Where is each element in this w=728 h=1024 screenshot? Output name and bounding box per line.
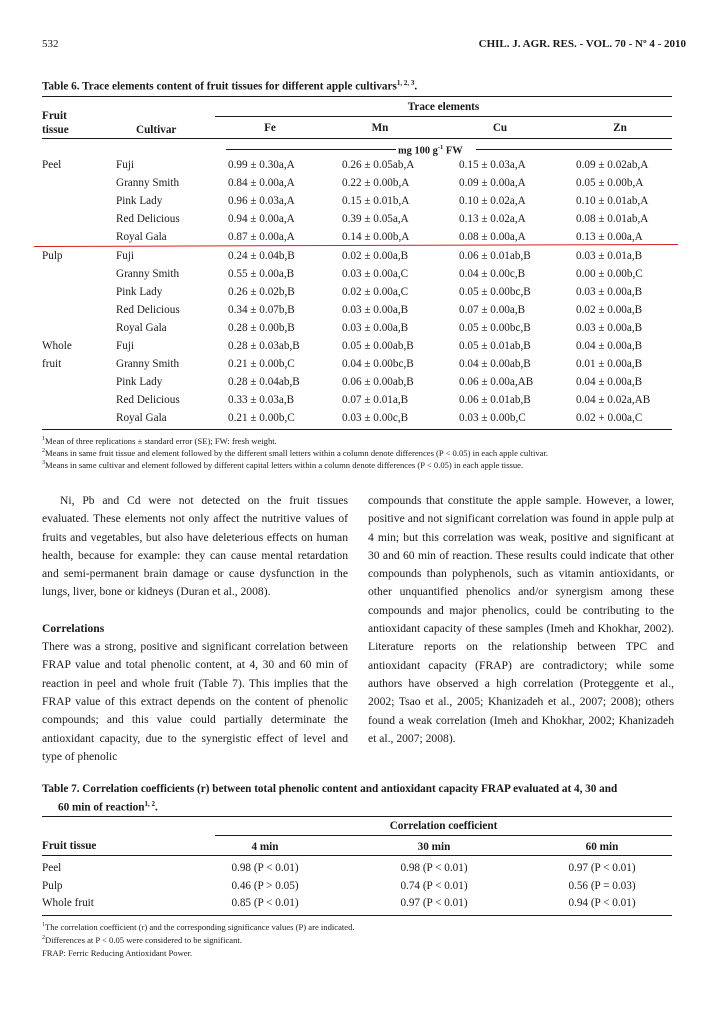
table6-header-mn: Mn	[371, 122, 389, 134]
table6-row-5-cu-cell: 0.08 ± 0.00a,A	[459, 231, 526, 244]
table7-header-fruit-tissue: Fruit tissue	[42, 840, 97, 852]
table6-group-rule	[215, 116, 672, 117]
body-right-column	[368, 492, 674, 748]
table6-row-9-cultivar-cell: Red Delicious	[116, 303, 180, 316]
table6-footnote-3: $^3$Means in same cultivar and element followed by different capital letters within a column denote differences (P < 0.05) in each apple tissue.	[42, 459, 524, 470]
table6-row-3-mn-cell: 0.15 ± 0.01b,A	[342, 195, 410, 208]
table6-row-15-cu-cell: 0.03 ± 0.00b,C	[459, 412, 526, 425]
table7-bottom-rule	[42, 915, 672, 916]
table6-row-8-mn-cell: 0.02 ± 0.00a,C	[342, 285, 409, 298]
table6-row-1-cultivar-cell: Fuji	[116, 159, 135, 171]
table6-caption: Table 6. Trace elements content of fruit tissues for different apple cultivars$^{1, 2, 3}$.	[42, 79, 418, 93]
table6-row-8-fe-cell: 0.26 ± 0.02b,B	[228, 285, 295, 298]
table6-unit-dash-right	[476, 149, 672, 150]
table7-row-1-4min-cell: 0.98 (P < 0.01)	[231, 862, 299, 874]
table6-row-7-fe-cell: 0.55 ± 0.00a,B	[228, 267, 295, 280]
table7-row-1-tissue-cell: Peel	[42, 862, 62, 874]
right-paragraph: compounds that constitute the apple sample. However, a lower, positive and not significant correlation was found in apple pulp at 4 min; but this correlation was weak, positive and significant at 30 and 60 min of reaction. These results could indicate that other compounds than polyphenols, such as vitamin antioxidants, or other unquantified phenolics and/or synergism among these compounds and major phenolics, could be contributing to the antioxidant capacity of these samples (Imeh and Khokhar, 2002). Literature reports on the relationship between TPC and antioxidant capacity (FRAP) are contradictory; while some authors have observed a high correlation (Proteggente et al., 2002; Tsao et al., 2005; Khanizadeh et al., 2007; 2008); others found a weak correlation (Imeh and Khokhar, 2002; Khanizadeh et al., 2007; 2008).	[368, 494, 674, 745]
table6-row-11-cu-cell: 0.05 ± 0.01ab,B	[459, 340, 531, 352]
table6-row-4-zn-cell: 0.08 ± 0.01ab,A	[576, 213, 649, 226]
table7-caption-line2: 60 min of reaction$^{1, 2}$.	[58, 800, 158, 814]
table7-row-3-30min-cell: 0.97 (P < 0.01)	[400, 897, 468, 909]
table6-header-fruit: Fruit	[42, 110, 67, 122]
table6-row-9-cu-cell: 0.07 ± 0.00a,B	[459, 303, 526, 316]
table6-row-11-fe-cell: 0.28 ± 0.03ab,B	[228, 340, 300, 352]
table6-header-zn: Zn	[613, 122, 627, 134]
table6-row-7-cultivar-cell: Granny Smith	[116, 267, 180, 280]
table6-row-2-fe-cell: 0.84 ± 0.00a,A	[228, 177, 295, 190]
table6-row-6-cu-cell: 0.06 ± 0.01ab,B	[459, 249, 531, 262]
table7-footnote-2: $^2$Differences at P < 0.05 were considered to be significant.	[42, 934, 242, 945]
table6-row-5-cultivar-cell: Royal Gala	[116, 231, 167, 244]
table6-row-3-cu-cell: 0.10 ± 0.02a,A	[459, 195, 526, 208]
table6-header-rule	[42, 138, 672, 139]
table6-row-8-cultivar-cell: Pink Lady	[116, 285, 163, 298]
table6-row-8-zn-cell: 0.03 ± 0.00a,B	[576, 285, 643, 298]
table7-row-2-tissue-cell: Pulp	[42, 879, 63, 892]
left-paragraph-2: There was a strong, positive and significant correlation between FRAP value and total phenolic content, at 4, 30 and 60 min of reaction in peel and whole fruit (Table 7). This implies that the FRAP value of this extract depends on the content of phenolic compounds; and this value could partially determinate the antioxidant capacity, due to the synergistic effect of level and type of phenolic	[42, 640, 348, 763]
table6-footnote-2: $^2$Means in same fruit tissue and element followed by the different small letters within a column denote differences (P < 0.05) in each apple cultivar.	[42, 447, 548, 458]
table6-row-11-zn-cell: 0.04 ± 0.00a,B	[576, 340, 643, 352]
table6-row-6-zn-cell: 0.03 ± 0.01a,B	[576, 249, 643, 262]
table6-row-12-mn-cell: 0.04 ± 0.00bc,B	[342, 358, 414, 371]
table7-group-rule	[215, 835, 672, 836]
table7-row-1-30min-cell: 0.98 (P < 0.01)	[400, 862, 468, 874]
table6-row-15-mn-cell: 0.03 ± 0.00c,B	[342, 412, 409, 425]
table6-row-9-zn-cell: 0.02 ± 0.00a,B	[576, 303, 643, 316]
table6-row-13-fe-cell: 0.28 ± 0.04ab,B	[228, 376, 300, 389]
table6-row-14-zn-cell: 0.04 ± 0.02a,AB	[576, 394, 651, 407]
table6-row-6-fe-cell: 0.24 ± 0.04b,B	[228, 249, 295, 262]
table6-row-5-zn-cell: 0.13 ± 0.00a,A	[576, 231, 643, 244]
table6-row-6-cultivar-cell: Fuji	[116, 249, 135, 262]
table6-bottom-rule	[42, 429, 672, 430]
table6-header-cultivar: Cultivar	[136, 124, 177, 136]
page-number: 532	[42, 38, 59, 50]
table6-row-1-cu-cell: 0.15 ± 0.03a,A	[459, 159, 526, 171]
table6-row-9-fe-cell: 0.34 ± 0.07b,B	[228, 303, 295, 316]
table6-row-1-zn-cell: 0.09 ± 0.02ab,A	[576, 159, 649, 171]
table6-row-13-cultivar-cell: Pink Lady	[116, 376, 163, 389]
table7-row-3-60min-cell: 0.94 (P < 0.01)	[568, 897, 636, 909]
table6-row-3-zn-cell: 0.10 ± 0.01ab,A	[576, 195, 649, 208]
table6-top-rule	[42, 96, 672, 97]
table6-row-5-fe-cell: 0.87 ± 0.00a,A	[228, 231, 295, 244]
table6-row-10-zn-cell: 0.03 ± 0.00a,B	[576, 321, 643, 334]
table7-header-rule	[42, 855, 672, 856]
table7-top-rule	[42, 816, 672, 817]
table6-header-cu: Cu	[492, 122, 508, 134]
table7-header-30min: 30 min	[417, 841, 451, 853]
table6-row-14-fe-cell: 0.33 ± 0.03a,B	[228, 394, 295, 407]
table6-row-1-tissue-cell: Peel	[42, 159, 62, 171]
table6-row-9-mn-cell: 0.03 ± 0.00a,B	[342, 303, 409, 316]
table6-row-1-fe-cell: 0.99 ± 0.30a,A	[228, 159, 295, 171]
table6-row-2-cultivar-cell: Granny Smith	[116, 177, 180, 190]
table6-row-2-cu-cell: 0.09 ± 0.00a,A	[459, 177, 526, 190]
table7-row-3-4min-cell: 0.85 (P < 0.01)	[231, 897, 299, 909]
table6-unit: mg 100 $g^{-1}$ FW	[398, 144, 463, 157]
table6-row-12-zn-cell: 0.01 ± 0.00a,B	[576, 358, 643, 371]
table6-row-6-mn-cell: 0.02 ± 0.00a,B	[342, 249, 409, 262]
table6-row-10-mn-cell: 0.03 ± 0.00a,B	[342, 321, 409, 334]
table7-row-3-tissue-cell: Whole fruit	[42, 897, 94, 909]
table7-footnote-3: FRAP: Ferric Reducing Antioxidant Power.	[42, 947, 193, 958]
table6-row-14-cultivar-cell: Red Delicious	[116, 394, 180, 407]
table6-row-4-cu-cell: 0.13 ± 0.02a,A	[459, 213, 526, 226]
table6-row-14-mn-cell: 0.07 ± 0.01a,B	[342, 394, 409, 407]
table6-row-10-cu-cell: 0.05 ± 0.00bc,B	[459, 321, 531, 334]
body-left-column	[42, 492, 348, 766]
left-paragraph-1: Ni, Pb and Cd were not detected on the fruit tissues evaluated. These elements not only affect the nutritive values of fruits and vegetables, but also have deleterious effects on human health, because for example: they can cause mental retardation and semi-permanent brain damage or cause dysfunction in the lungs, liver, bone or kidneys (Duran et al., 2008).	[42, 494, 348, 599]
table6-row-10-cultivar-cell: Royal Gala	[116, 321, 167, 334]
table6-row-1-mn-cell: 0.26 ± 0.05ab,A	[342, 159, 415, 171]
table6-row-4-fe-cell: 0.94 ± 0.00a,A	[228, 213, 295, 226]
table6-row-11-cultivar-cell: Fuji	[116, 340, 135, 352]
table7-header-4min: 4 min	[251, 841, 279, 853]
table6-row-11-mn-cell: 0.05 ± 0.00ab,B	[342, 340, 414, 352]
table6-row-6-tissue-cell: Pulp	[42, 249, 63, 262]
table6-row-12-fe-cell: 0.21 ± 0.00b,C	[228, 358, 295, 371]
table6-row-13-zn-cell: 0.04 ± 0.00a,B	[576, 376, 643, 389]
table6-header-trace-elements: Trace elements	[407, 101, 480, 113]
table6-row-12-cultivar-cell: Granny Smith	[116, 358, 180, 371]
table6-row-14-cu-cell: 0.06 ± 0.01ab,B	[459, 394, 531, 407]
table7-header-group: Correlation coefficient	[389, 820, 498, 832]
table6-row-5-mn-cell: 0.14 ± 0.00b,A	[342, 231, 410, 244]
red-annotation-line	[34, 244, 678, 247]
table7-row-2-30min-cell: 0.74 (P < 0.01)	[400, 879, 468, 892]
table6-footnote-1: $^1$Mean of three replications ± standard error (SE); FW: fresh weight.	[42, 435, 277, 446]
table6-row-13-mn-cell: 0.06 ± 0.00ab,B	[342, 376, 414, 389]
table6-row-4-cultivar-cell: Red Delicious	[116, 213, 180, 226]
table6-row-2-mn-cell: 0.22 ± 0.00b,A	[342, 177, 410, 190]
table6-row-15-cultivar-cell: Royal Gala	[116, 412, 167, 425]
table7-caption-line1: Table 7. Correlation coefficients (r) between total phenolic content and antioxidant capacity FRAP evaluated at 4, 30 and	[42, 783, 618, 795]
table7-row-1-60min-cell: 0.97 (P < 0.01)	[568, 862, 636, 874]
table7-row-2-60min-cell: 0.56 (P = 0.03)	[568, 879, 636, 892]
table6-row-15-zn-cell: 0.02 + 0.00a,C	[576, 412, 643, 425]
table7-footnote-1: $^1$The correlation coefficient (r) and the corresponding significance values (P) are indicated.	[42, 921, 355, 932]
table6-row-7-cu-cell: 0.04 ± 0.00c,B	[459, 267, 526, 280]
table6-header-fe: Fe	[264, 122, 276, 134]
table6-row-7-mn-cell: 0.03 ± 0.00a,C	[342, 267, 409, 280]
section-heading-correlations: Correlations	[42, 621, 105, 635]
table6-row-3-cultivar-cell: Pink Lady	[116, 195, 163, 208]
table6-row-3-fe-cell: 0.96 ± 0.03a,A	[228, 195, 295, 208]
table6-row-8-cu-cell: 0.05 ± 0.00bc,B	[459, 285, 531, 298]
table6-row-2-zn-cell: 0.05 ± 0.00b,A	[576, 177, 644, 190]
table6-row-12-cu-cell: 0.04 ± 0.00ab,B	[459, 358, 531, 371]
table6-unit-dash-left	[226, 149, 396, 150]
journal-header: CHIL. J. AGR. RES. - VOL. 70 - Nº 4 - 2010	[478, 38, 686, 50]
table6-row-10-fe-cell: 0.28 ± 0.00b,B	[228, 321, 295, 334]
table7-header-60min: 60 min	[585, 841, 619, 853]
table6-row-11-tissue-cell: Whole	[42, 340, 72, 352]
table6-row-15-fe-cell: 0.21 ± 0.00b,C	[228, 412, 295, 425]
table6-row-12-tissue-cell: fruit	[42, 358, 62, 371]
table6-row-13-cu-cell: 0.06 ± 0.00a,AB	[459, 376, 534, 389]
table6-header-tissue: tissue	[42, 124, 69, 136]
table6-row-4-mn-cell: 0.39 ± 0.05a,A	[342, 213, 409, 226]
table6-row-7-zn-cell: 0.00 ± 0.00b,C	[576, 267, 643, 280]
table7-row-2-4min-cell: 0.46 (P > 0.05)	[231, 879, 299, 892]
